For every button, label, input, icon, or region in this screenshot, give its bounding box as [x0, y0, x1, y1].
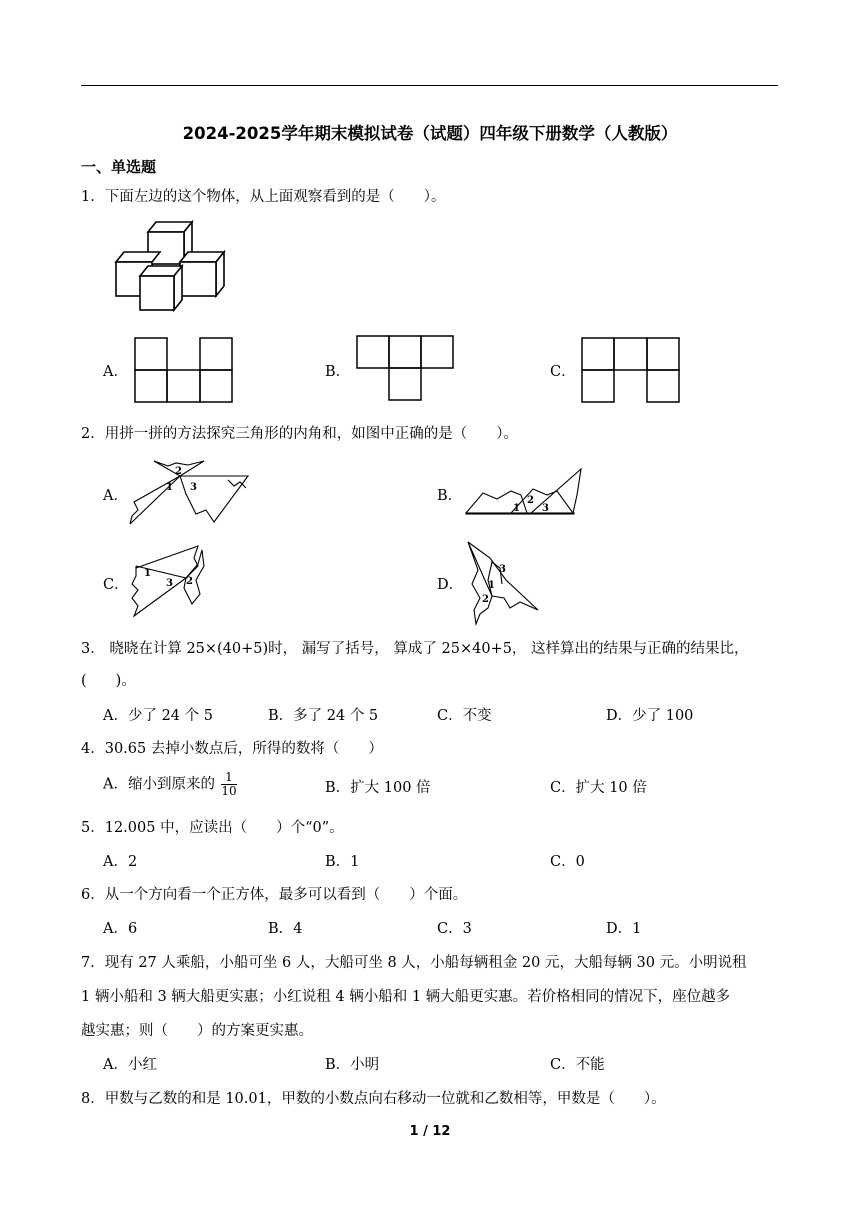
q2c-angle-2-label: 2	[186, 576, 193, 587]
q2d-angle-3-label: 3	[499, 564, 506, 575]
q2-option-c-figure	[128, 544, 228, 618]
q1-option-c[interactable]: C．	[550, 364, 576, 380]
q2-option-a[interactable]: A．	[103, 488, 128, 504]
q2b-angle-1-label: 1	[513, 503, 520, 514]
q3-option-a[interactable]: A．少了 24 个 5	[103, 708, 213, 724]
q5-option-c[interactable]: C．0	[550, 854, 585, 870]
question-4-text: 4．30.65 去掉小数点后，所得的数将（ ）	[81, 741, 383, 757]
q3-option-c[interactable]: C．不变	[437, 708, 492, 724]
q1-option-b-figure	[356, 335, 456, 401]
q2b-angle-2-label: 2	[527, 495, 534, 506]
q2a-angle-2-label: 2	[175, 466, 182, 477]
q4-option-a[interactable]	[103, 771, 237, 798]
header-rule	[81, 85, 778, 86]
q2-option-d[interactable]: D．	[437, 577, 464, 593]
q1-option-a-figure	[134, 337, 234, 403]
q4-option-c[interactable]: C．扩大 10 倍	[550, 780, 647, 796]
q2-option-a-figure	[128, 458, 253, 528]
q1-option-a[interactable]: A．	[103, 364, 128, 380]
q2-option-c[interactable]: C．	[103, 577, 129, 593]
q7-option-c[interactable]: C．不能	[550, 1057, 605, 1073]
q6-option-b[interactable]: B．4	[268, 921, 303, 937]
section-heading: 一、单选题	[81, 158, 157, 176]
q5-option-b[interactable]: B．1	[325, 854, 360, 870]
q1-option-b[interactable]: B．	[325, 364, 351, 380]
q2b-angle-3-label: 3	[542, 503, 549, 514]
question-8-text: 8．甲数与乙数的和是 10.01，甲数的小数点向右移动一位就和乙数相等，甲数是（ ）。	[81, 1091, 666, 1107]
question-7-text-line1: 7．现有 27 人乘船，小船可坐 6 人，大船可坐 8 人，小船每辆租金 20 元，大船每辆 30 元。小明说租	[81, 955, 747, 971]
question-1-text: 1．下面左边的这个物体，从上面观察看到的是（ ）。	[81, 189, 446, 205]
q6-option-d[interactable]: D．1	[606, 921, 642, 937]
fraction-numerator: 1	[225, 770, 233, 784]
fraction-denominator: 10	[221, 784, 237, 798]
q7-option-a[interactable]: A．小红	[103, 1057, 157, 1073]
question-6-text: 6．从一个方向看一个正方体，最多可以看到（ ）个面。	[81, 887, 468, 903]
q3-option-b[interactable]: B．多了 24 个 5	[268, 708, 379, 724]
question-7-text-line3: 越实惠；则（ ）的方案更实惠。	[81, 1023, 313, 1039]
q3-option-d[interactable]: D．少了 100	[606, 708, 694, 724]
fraction-one-tenth	[221, 771, 237, 798]
q1-option-c-figure	[581, 337, 681, 403]
q2d-angle-2-label: 2	[482, 594, 489, 605]
q7-option-b[interactable]: B．小明	[325, 1057, 380, 1073]
page-title: 2024-2025学年期末模拟试卷（试题）四年级下册数学（人教版）	[182, 124, 678, 143]
question-2-text: 2．用拼一拼的方法探究三角形的内角和，如图中正确的是（ ）。	[81, 426, 518, 442]
q2-option-b[interactable]: B．	[437, 488, 463, 504]
question-5-text: 5．12.005 中，应读出（ ）个“0”。	[81, 820, 344, 836]
q2a-angle-3-label: 3	[190, 482, 197, 493]
page-number: 1 / 12	[409, 1124, 451, 1139]
cube-stack-figure	[110, 218, 230, 314]
q5-option-a[interactable]: A．2	[103, 854, 138, 870]
q2d-angle-1-label: 1	[488, 580, 495, 591]
q6-option-a[interactable]: A．6	[103, 921, 138, 937]
question-3-text-line1: 3． 晓晓在计算 25×(40+5)时， 漏写了括号， 算成了 25×40+5， 这样算出的结果与正确的结果比，	[81, 641, 749, 657]
q4-option-b[interactable]: B．扩大 100 倍	[325, 780, 431, 796]
question-3-text-line2: ( )。	[81, 673, 136, 689]
q2c-angle-3-label: 3	[166, 578, 173, 589]
q6-option-c[interactable]: C．3	[437, 921, 472, 937]
q2c-angle-1-label: 1	[144, 568, 151, 579]
question-7-text-line2: 1 辆小船和 3 辆大船更实惠；小红说租 4 辆小船和 1 辆大船更实惠。若价格相同的情况下，座位越多	[81, 989, 731, 1005]
q2-option-b-figure	[463, 465, 583, 517]
q2a-angle-1-label: 1	[166, 482, 173, 493]
q2-option-d-figure	[462, 540, 544, 626]
q4-option-a-label: A．缩小到原来的	[103, 776, 215, 793]
